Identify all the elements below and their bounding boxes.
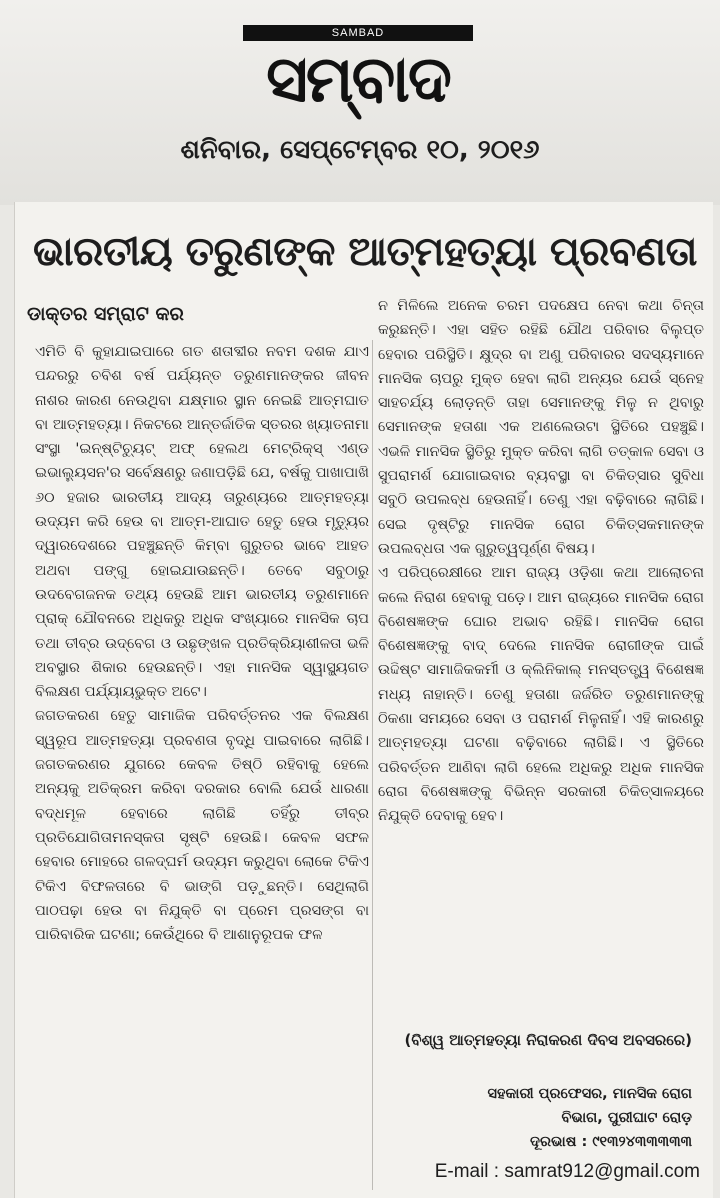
sambad-tag: SAMBAD [243,25,473,41]
author-email: E-mail : samrat912@gmail.com [434,1161,700,1182]
article [14,202,713,1198]
author-department: ବିଭାଗ, ପୁରୀଘାଟ ରୋଡ଼ [561,1110,692,1126]
paragraph: ନ ମିଳିଲେ ଅନେକ ଚରମ ପଦକ୍ଷେପ ନେବା କଥା ଚିନ୍ତା କରୁଛନ୍ତି। ଏହା ସହିତ ରହିଛି ଯୌଥ ପରିବାର ବିଲୁପ୍ତ ହେବାର ପରିସ୍ଥିତି। କ୍ଷୁଦ୍ର ବା ଅଣୁ ପରିବାରର ସଦସ୍ୟମାନେ ମାନସିକ ଚାପରୁ ମୁକ୍ତ ହେବା ଲାଗି ଅନ୍ୟର ଯେଉଁ ସ୍ନେହ ସାହଚର୍ଯ୍ୟ ଲୋଡ଼ନ୍ତି ତାହା ସେମାନଙ୍କୁ ମିଳୁ ନ ଥିବାରୁ ସେମାନଙ୍କ ହତାଶା ଏକ ଅଣଲେଉଟା ସ୍ଥିତିରେ ପହଞ୍ଚୁଛି। ଏଭଳି ମାନସିକ ସ୍ଥିତିରୁ ମୁକ୍ତ କରିବା ଲାଗି ତତ୍‌କାଳ ସେବା ଓ ସୁପରାମର୍ଶ ଯୋଗାଇବାର ବ୍ୟବସ୍ଥା ବା ଚିକିତ୍ସାର ସୁବିଧା ସବୁଠି ଉପଲବ୍ଧ ହେଉନାହିଁ। ତେଣୁ ଏହା ବଢ଼ିବାରେ ଲାଗିଛି। ସେଇ ଦୃଷ୍ଟିରୁ ମାନସିକ ରୋଗ ଚିକିତ୍ସକମାନଙ୍କ ଉପଲବ୍ଧତା ଏକ ଗୁରୁତ୍ୱପୂର୍ଣ୍ଣ ବିଷୟ। [378,298,704,557]
column-right [378,294,704,1054]
author-signature [378,1082,692,1154]
occasion-note: (ବିଶ୍ୱ ଆତ୍ମହତ୍ୟା ନିରାକରଣ ଦିବସ ଅବସରରେ) [404,1031,692,1049]
newspaper-logo: ସମ୍ବାଦ [266,42,450,117]
paragraph: ଜଗତକରଣ ହେତୁ ସାମାଜିକ ପରିବର୍ତ୍ତନର ଏକ ବିଲକ୍ଷଣ ସ୍ୱରୂପ ଆତ୍ମହତ୍ୟା ପ୍ରବଣତା ବୃଦ୍ଧି ପାଇବାରେ ଲାଗିଛି। ଜଗତକରଣର ଯୁଗରେ କେବଳ ତିଷ୍ଠି ରହିବାକୁ ହେଲେ ଅନ୍ୟକୁ ଅତିକ୍ରମ କରିବା ଦରକାର ବୋଲି ଯେଉଁ ଧାରଣା ବଦ୍ଧମୂଳ ହେବାରେ ଲାଗିଛି ତହିଁରୁ ତୀବ୍ର ପ୍ରତିଯୋଗିତାମନସ୍କତା ସୃଷ୍ଟି ହେଉଛି। କେବଳ ସଫଳ ହେବାର ମୋହରେ ଗଳଦ୍‌ଘର୍ମ ଉଦ୍ୟମ କରୁଥିବା ଲୋକେ ଟିକିଏ ଟିକିଏ ବିଫଳତାରେ ବି ଭାଙ୍ଗି ପଡ଼ୁଛନ୍ତି। ସେଥିଲାଗି ପାଠପଢ଼ା ହେଉ ବା ନିଯୁକ୍ତି ବା ପ୍ରେମ ପ୍ରସଙ୍ଗ ବା ପାରିବାରିକ ଘଟଣା; କେଉଁଥିରେ ବି ଆଶାନୁରୂପକ ଫଳ [35,708,369,944]
author-title: ସହକାରୀ ପ୍ରଫେସର, ମାନସିକ ରୋଗ [487,1086,692,1102]
author-phone: ଦୂରଭାଷ : ୯୧୩୨୪୩୩୩୩୩ [530,1134,692,1150]
masthead [0,0,720,205]
paragraph: ଏ ପରିପ୍ରେକ୍ଷୀରେ ଆମ ରାଜ୍ୟ ଓଡ଼ିଶା କଥା ଆଲୋଚନା କଲେ ନିରାଶ ହେବାକୁ ପଡ଼େ। ଆମ ରାଜ୍ୟରେ ମାନସିକ ରୋଗ ବିଶେଷଜ୍ଞଙ୍କ ଘୋର ଅଭାବ ରହିଛି। ମାନସିକ ରୋଗ ବିଶେଷଜ୍ଞଙ୍କୁ ବାଦ୍ ଦେଲେ ମାନସିକ ରୋଗୀଙ୍କ ପାଇଁ ଉଦ୍ଦିଷ୍ଟ ସାମାଜିକକର୍ମୀ ଓ କ୍ଲିନିକାଲ୍ ମନସ୍ତତ୍ତ୍ୱ ବିଶେଷଜ୍ଞ ମଧ୍ୟ ନାହାନ୍ତି। ତେଣୁ ହତାଶା ଜର୍ଜରିତ ତରୁଣମାନଙ୍କୁ ଠିକଣା ସମୟରେ ସେବା ଓ ପରାମର୍ଶ ମିଳୁନାହିଁ। ଏହି କାରଣରୁ ଆତ୍ମହତ୍ୟା ଘଟଣା ବଢ଼ିବାରେ ଲାଗିଛି। ଏ ସ୍ଥିତିରେ ପରିବର୍ତ୍ତନ ଆଣିବା ଲାଗି ହେଲେ ଅଧିକରୁ ଅଧିକ ମାନସିକ ରୋଗ ବିଶେଷଜ୍ଞଙ୍କୁ ବିଭିନ୍ନ ସରକାରୀ ଚିକିତ୍ସାଳୟରେ ନିଯୁକ୍ତି ଦେବାକୁ ହେବ। [378,565,704,825]
column-left [35,340,369,1190]
column-divider [372,340,373,1190]
paragraph: ଏମିତି ବି କୁହାଯାଇପାରେ ଗତ ଶତାବ୍ଦୀର ନବମ ଦଶକ ଯାଏ ପନ୍ଦରରୁ ଚବିଶ ବର୍ଷ ପର୍ଯ୍ୟନ୍ତ ତରୁଣମାନଙ୍କର ଜୀବନ ନାଶର କାରଣ ନେଉଥିବା ଯକ୍ଷ୍ମାର ସ୍ଥାନ ନେଇଛି ଆତ୍ମଘାତ ବା ଆତ୍ମହତ୍ୟା। ନିକଟରେ ଆନ୍ତର୍ଜାତିକ ସ୍ତରର ଖ୍ୟାତନାମା ସଂସ୍ଥା 'ଇନ୍‌ଷ୍ଟିଚ୍ୟୁଟ୍ ଅଫ୍ ହେଲଥ ମେଟ୍ରିକ୍‌ସ୍ ଏଣ୍ଡ ଇଭାଲ୍ୟୁସନ'ର ସର୍ବେକ୍ଷଣରୁ ଜଣାପଡ଼ିଛି ଯେ, ବର୍ଷକୁ ପାଖାପାଖି ୬୦ ହଜାର ଭାରତୀୟ ଆଦ୍ୟ ତାରୁଣ୍ୟରେ ଆତ୍ମହତ୍ୟା ଉଦ୍ୟମ କରି ହେଉ ବା ଆତ୍ମ-ଆଘାତ ହେତୁ ହେଉ ମୃତ୍ୟୁର ଦ୍ୱାରଦେଶରେ ପହଞ୍ଚୁଛନ୍ତି କିମ୍ବା ଗୁରୁତର ଭାବେ ଆହତ ଅଥବା ପଙ୍ଗୁ ହୋଇଯାଉଛନ୍ତି। ତେବେ ସବୁଠାରୁ ଉଦବେଗଜନକ ତଥ୍ୟ ହେଉଛି ଆମ ଭାରତୀୟ ତରୁଣମାନେ ପ୍ରାକ୍ ଯୌବନରେ ଅଧିକରୁ ଅଧିକ ସଂଖ୍ୟାରେ ମାନସିକ ଚାପ ତଥା ତୀବ୍ର ଉଦ୍‌ବେଗ ଓ ଉଛୃଙ୍ଖଳ ପ୍ରତିକ୍ରିୟାଶୀଳତା ଭଳି ଅବସ୍ଥାର ଶିକାର ହେଉଛନ୍ତି। ଏହା ମାନସିକ ସ୍ୱାସ୍ଥ୍ୟଗତ ବିଲକ୍ଷଣ ପର୍ଯ୍ୟାୟଭୁକ୍ତ ଅଟେ। [35,344,369,701]
byline: ଡାକ୍ତର ସମ୍ରାଟ କର [27,303,184,325]
headline: ଭାରତୀୟ ତରୁଣଙ୍କ ଆତ୍ମହତ୍ୟା ପ୍ରବଣତା [33,229,697,275]
issue-date: ଶନିବାର, ସେପ୍ଟେମ୍ବର ୧୦, ୨୦୧୬ [180,135,540,165]
